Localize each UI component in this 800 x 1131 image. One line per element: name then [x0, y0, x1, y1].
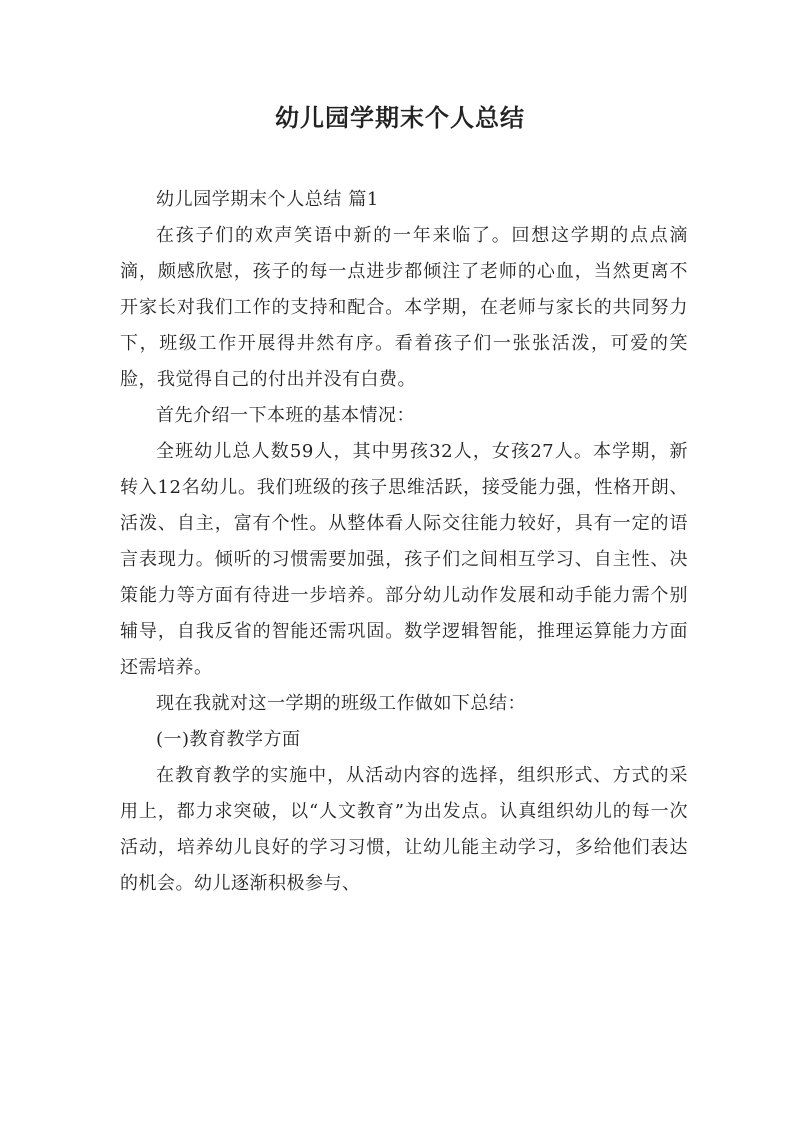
paragraph-teaching: 在教育教学的实施中，从活动内容的选择，组织形式、方式的采用上，都力求突破，以“人文教育”为出发点。认真组织幼儿的每一次活动，培养幼儿良好的学习习惯，让幼儿能主动学习，多给他们表达的机会。幼儿逐渐积极参与、: [120, 765, 688, 894]
document-title: 幼儿园学期末个人总结: [275, 104, 525, 132]
section-heading: 幼儿园学期末个人总结 篇1: [156, 189, 379, 210]
paragraph-summary-lead: 现在我就对这一学期的班级工作做如下总结：: [156, 693, 526, 714]
paragraph-class-overview: 全班幼儿总人数59人，其中男孩32人，女孩27人。本学期，新转入12名幼儿。我们班级的孩子思维活跃，接受能力强，性格开朗、活泼、自主，富有个性。从整体看人际交往能力较好，具有一定的语言表现力。倾听的习惯需要加强，孩子们之间相互学习、自主性、决策能力等方面有待进一步培养。部分幼儿动作发展和动手能力需个别辅导，自我反省的智能还需巩固。数学逻辑智能，推理运算能力方面还需培养。: [120, 441, 688, 678]
paragraph-intro: 在孩子们的欢声笑语中新的一年来临了。回想这学期的点点滴滴，颇感欣慰，孩子的每一点进步都倾注了老师的心血，当然更离不开家长对我们工作的支持和配合。本学期，在老师与家长的共同努力下，班级工作开展得井然有序。看着孩子们一张张活泼，可爱的笑脸，我觉得自己的付出并没有白费。: [120, 225, 688, 390]
subsection-heading: (一)教育教学方面: [156, 729, 301, 750]
document-body: [120, 182, 688, 902]
paragraph-class-overview-heading: 首先介绍一下本班的基本情况：: [156, 405, 415, 426]
